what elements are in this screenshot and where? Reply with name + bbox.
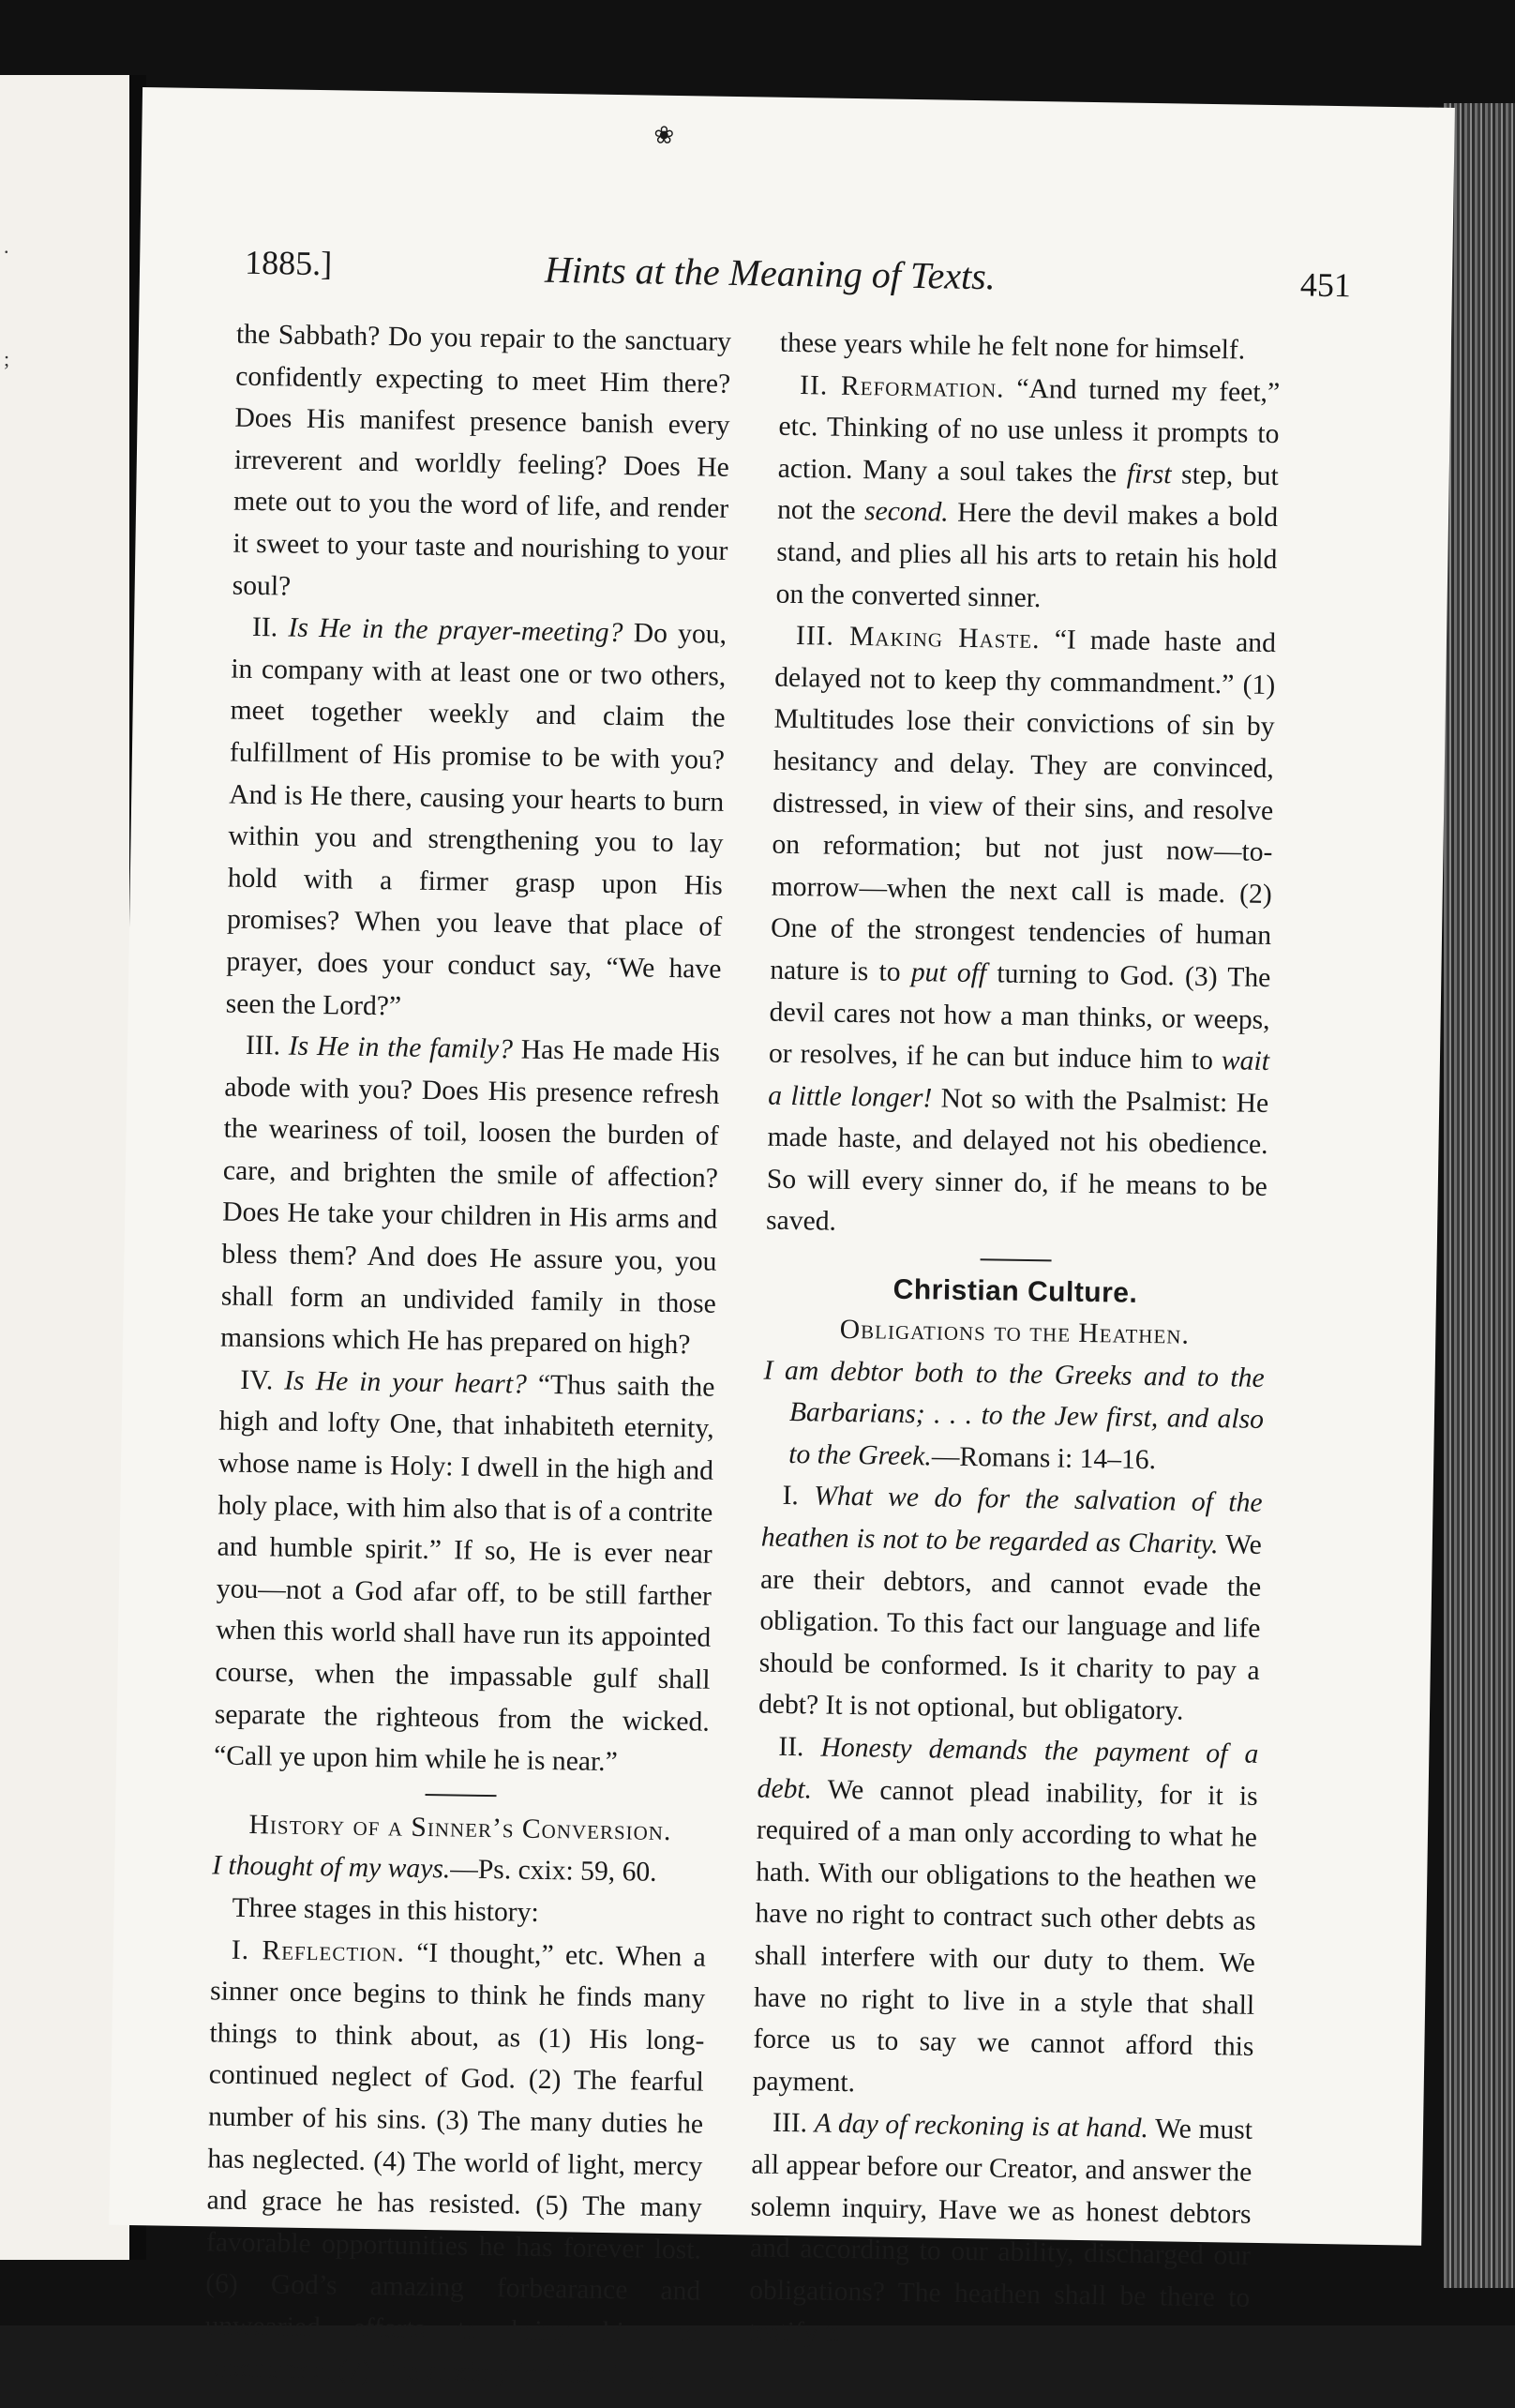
- page-stack-edge: [1444, 103, 1515, 2288]
- section-body: Do you, in company with at least one or two others, meet together weekly and claim the fulfillment of His promise to be with you? And is He there, causing your hearts to burn within you and strengthening you to lay hold with a firmer grasp upon His promises? When you leave that place of prayer, does your conduct say, “We have seen the Lord?”: [225, 618, 728, 1021]
- paragraph: [748, 2102, 1252, 2361]
- section-heading: Is He in your heart?: [284, 1365, 528, 1400]
- section-body: Here the devil makes a bold stand, and plies all his arts to retain his hold on the converted sinner.: [775, 498, 1279, 613]
- ink-speck-icon: ❀: [653, 121, 675, 149]
- paragraph: [775, 364, 1280, 623]
- section-body: “And turned my feet,” etc. Thinking of no use unless it prompts to action. Many a soul takes the: [777, 373, 1281, 489]
- left-column: [204, 314, 732, 2397]
- section-body: “I made haste and delayed not to keep thy commandment.” (1) Multitudes lose their convictions of sin by hesitancy and delay. They are convinced, distressed, in view of their sins, and resolve on reformation; but not just now—to-morrow—when the next call is made. (2) One of the strongest tendencies of human nature is to: [770, 625, 1277, 987]
- margin-mark: ;: [4, 347, 10, 370]
- facing-page-edge: [0, 75, 131, 2260]
- section-body: “Thus saith the high and lofty One, that inhabiteth eternity, whose name is Holy: I dwell in the high and holy place, with him also that is of a contrite and humble spirit.” If so, He is ever near you—not a God afar off, to be still farther when this world shall have run its appointed course, when the impassable gulf shall separate the righteous from the wicked. “Call ye upon him while he is near.”: [213, 1369, 715, 1778]
- section-divider: [426, 1794, 497, 1797]
- paragraph: [758, 1475, 1263, 1734]
- section-heading: I. Reflection.: [231, 1934, 406, 1968]
- section-body: turning to God. (3) The devil cares not how a man thinks, or weeps, or resolves, if he can but induce him to: [768, 958, 1271, 1076]
- paragraph: the Sabbath? Do you repair to the sanctuary confidently expecting to meet Him there? Does His manifest presence banish every irreverent and worldly feeling? Does He mete out to you the word of life, and render it sweet to your taste and nourishing to your soul?: [232, 319, 732, 602]
- section-body: “I thought,” etc. When a sinner once begins to think he finds many things to think about, as (1) His long-continued neglect of God. (2) The fearful number of his sins. (3) The many duties he has neglected. (4) The world of light, mercy and grace he has resisted. (5) The many favorable opportunities he has forever lost. (6) God’s amazing forbearance and unwearied efforts to bring him to repentance. (7) The anxiety felt for him all: [203, 1937, 707, 2390]
- scripture-reference: —Romans i: 14–16.: [931, 1441, 1157, 1476]
- paragraph: [204, 1929, 707, 2397]
- paragraph: Three stages in this history:: [232, 1892, 539, 1928]
- paragraph: [752, 1726, 1258, 2111]
- section-body: step, but not the: [776, 459, 1279, 527]
- section-number: III.: [772, 2108, 808, 2139]
- section-heading: Honesty demands the payment of a debt.: [757, 1732, 1259, 1805]
- section-body: Not so with the Psalmist: He made haste, and delayed not his obedience. So will every sinner do, if he means to be saved.: [765, 1083, 1269, 1238]
- paragraph: [766, 615, 1276, 1250]
- paragraph: [225, 607, 727, 1032]
- margin-mark: .: [4, 234, 9, 258]
- section-number: II.: [778, 1731, 804, 1763]
- section-heading: What we do for the salvation of the heathen is not to be regarded as Charity.: [760, 1481, 1263, 1560]
- section-divider: [981, 1258, 1052, 1261]
- scripture-text: [762, 1349, 1265, 1482]
- section-number: I.: [782, 1481, 800, 1512]
- book-page: [109, 87, 1455, 2390]
- section-heading: A day of reckoning is at hand.: [814, 2108, 1149, 2145]
- paragraph: these years while he felt none for himself.: [779, 327, 1246, 366]
- section-number: II.: [251, 612, 278, 643]
- section-number: III.: [245, 1030, 281, 1061]
- section-body: We must all appear before our Creator, and answer the solemn inquiry, Have we as honest debtors and according to our ability, discharged our obligations? The heathen shall be there to testify to: [748, 2114, 1253, 2349]
- right-column: [748, 323, 1281, 2361]
- paragraph: [220, 1025, 721, 1367]
- article-title: Christian Culture.: [892, 1273, 1138, 1309]
- emphasis: put off: [910, 956, 987, 989]
- header-year: 1885.]: [244, 243, 333, 283]
- emphasis: second.: [863, 496, 949, 528]
- section-heading: Is He in the prayer-meeting?: [288, 612, 623, 649]
- section-heading: Is He in the family?: [288, 1031, 514, 1065]
- page-header: [245, 243, 1352, 317]
- section-number: IV.: [240, 1364, 274, 1396]
- paragraph: [214, 1359, 715, 1784]
- section-body: We cannot plead inability, for it is required of a man only according to what he hath. With our obligations to the heathen we have no right to contract such other debts as shall interfere with our duty to them. We have no right to live in a style that shall force us to say we cannot afford this payment.: [752, 1774, 1258, 2098]
- section-heading: III. Making Haste.: [795, 621, 1041, 655]
- emphasis: first: [1126, 459, 1172, 490]
- article-title: History of a Sinner’s Conversion.: [248, 1809, 672, 1846]
- scripture-reference: —Ps. cxix: 59, 60.: [450, 1854, 657, 1889]
- scripture-quote: I thought of my ways.: [212, 1850, 451, 1885]
- scripture-quote: I am debtor both to the Greeks and to the Barbarians; . . . to the Jew first, and also to the Greek.: [763, 1355, 1265, 1472]
- section-heading: II. Reformation.: [799, 369, 1005, 404]
- section-body: Has He made His abode with you? Does His presence refresh the weariness of toil, loosen the burden of care, and brighten the smile of affection? Does He take your children in His arms and bless them? And does He assure you, you shall form an undivided family in those mansions which He has prepared on high?: [219, 1034, 721, 1361]
- article-subtitle: Obligations to the Heathen.: [839, 1314, 1191, 1350]
- page-number: 451: [1299, 265, 1352, 305]
- section-body: We are their debtors, and cannot evade the obligation. To this fact our language and life should be conformed. Is it charity to pay a debt? It is not optional, but obligatory.: [758, 1529, 1263, 1727]
- emphasis: wait a little longer!: [768, 1046, 1270, 1114]
- running-title: Hints at the Meaning of Texts.: [544, 248, 997, 298]
